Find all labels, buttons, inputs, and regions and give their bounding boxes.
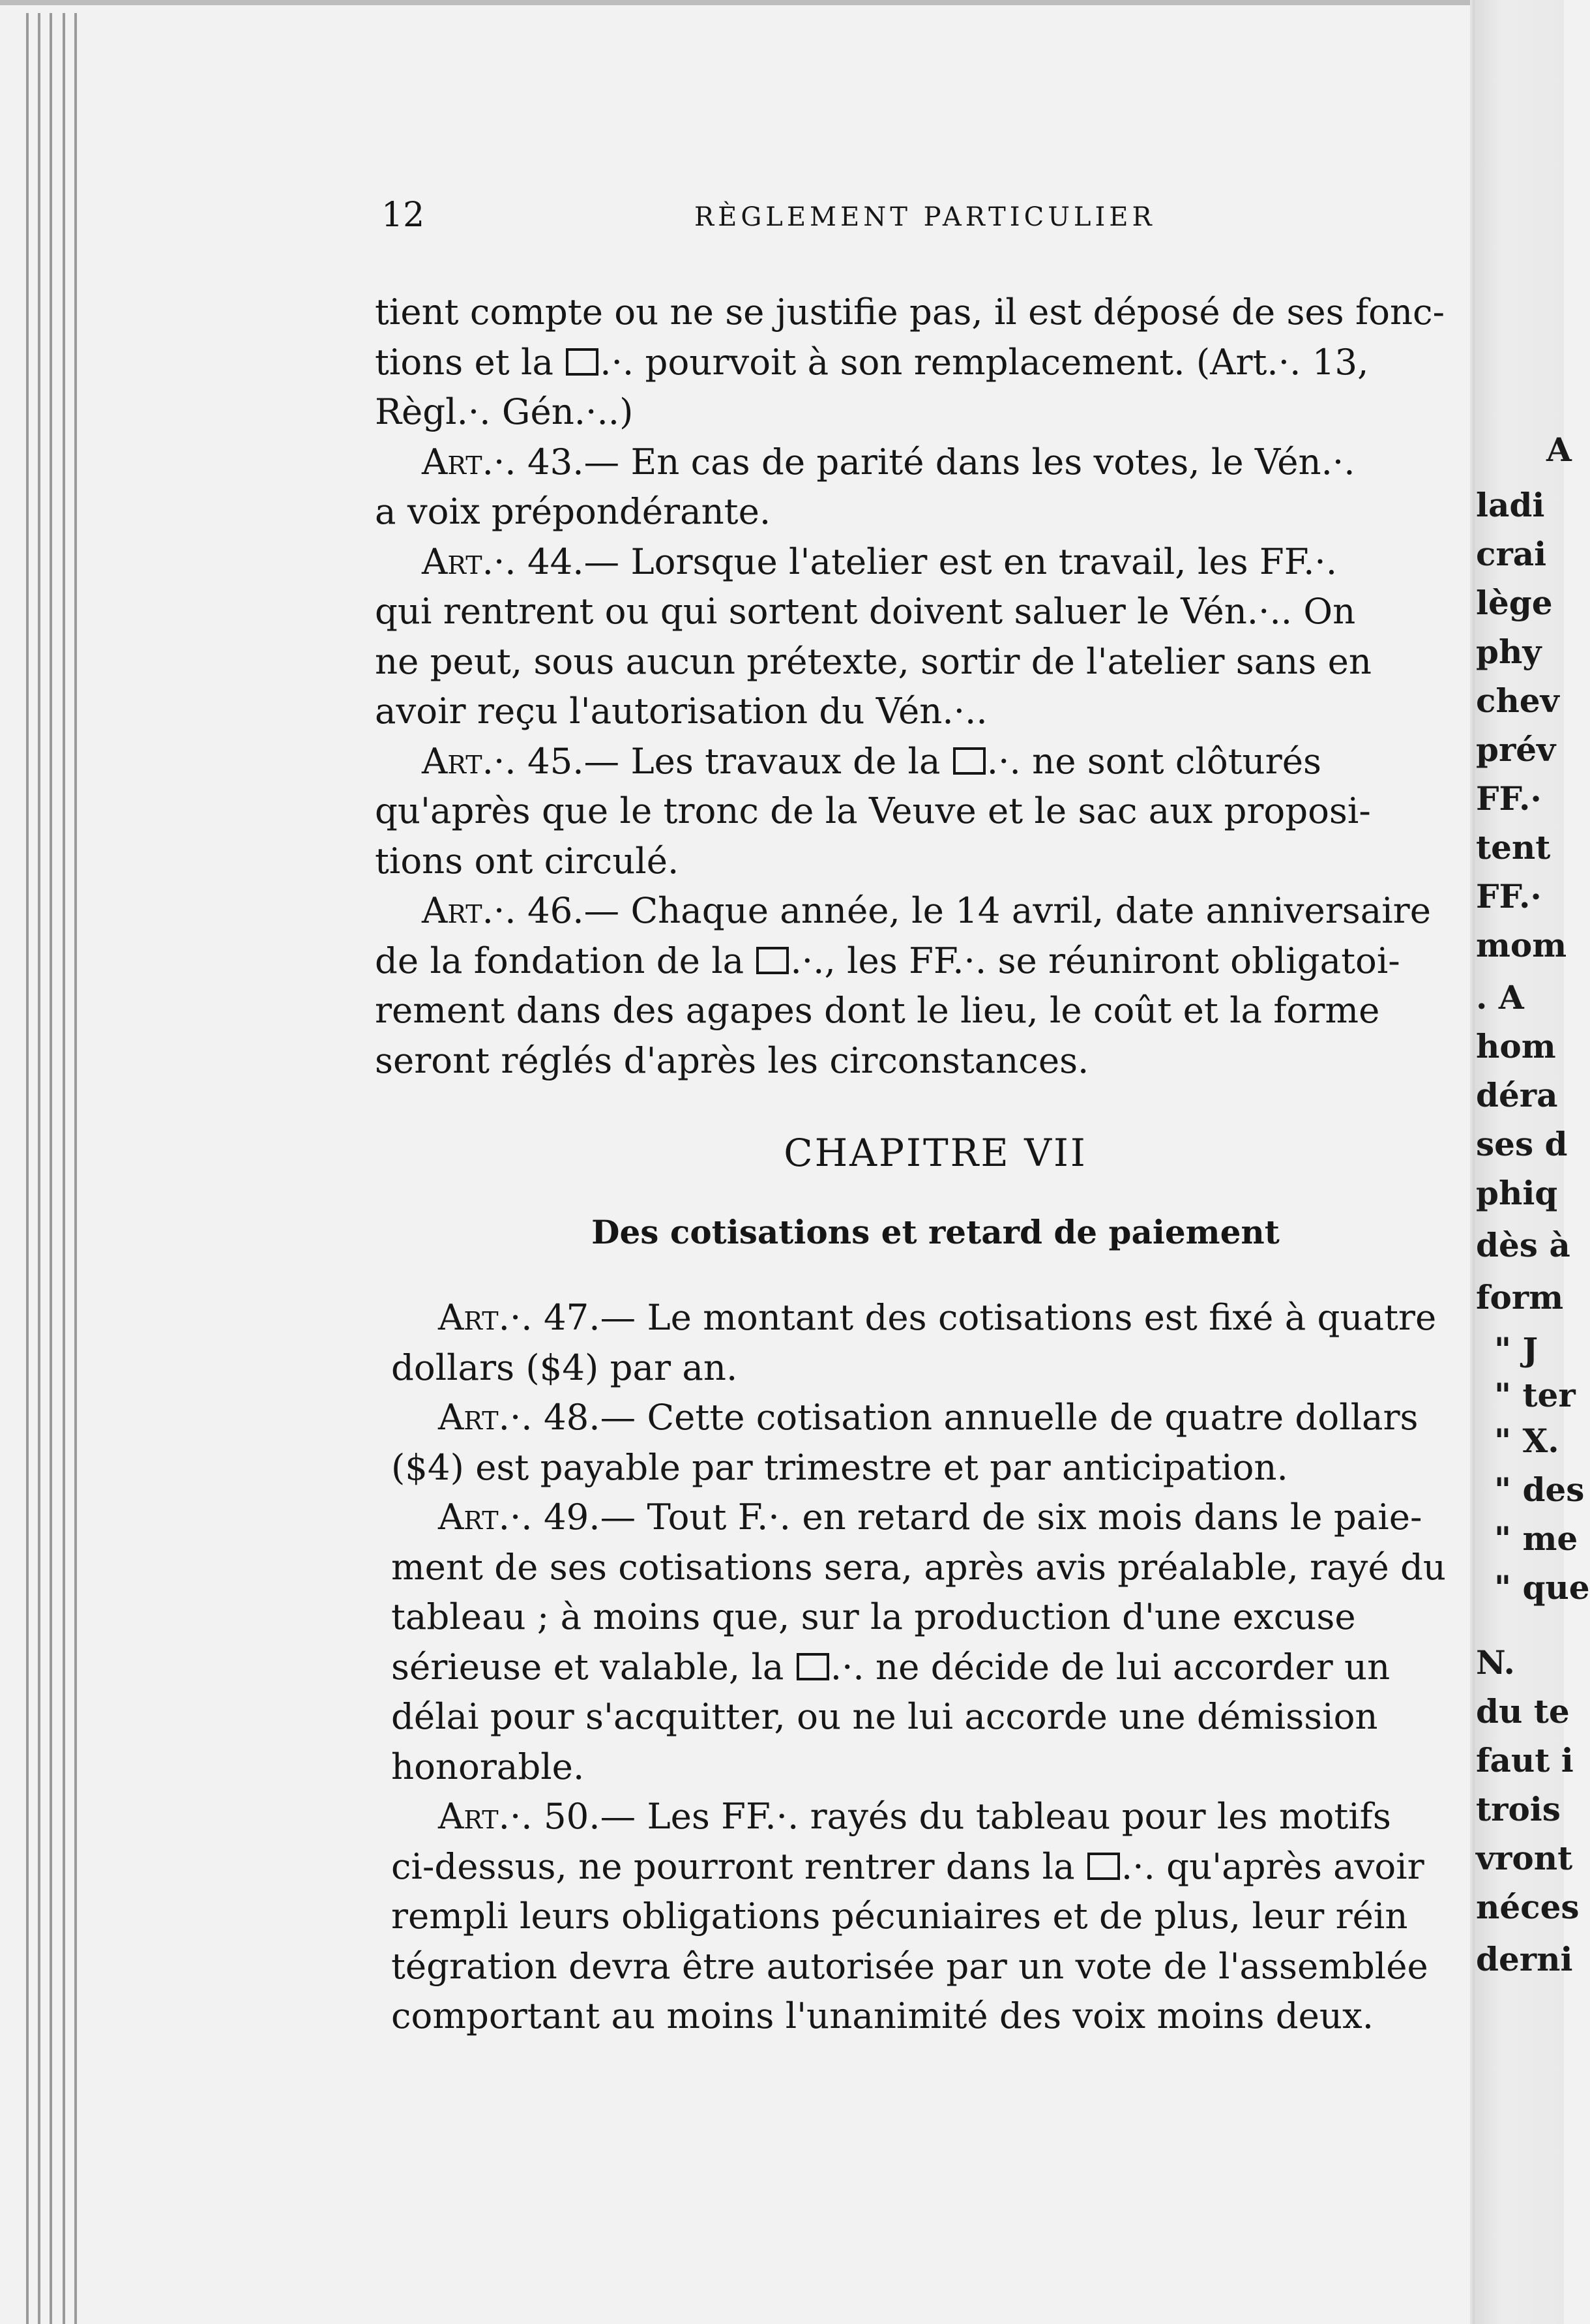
running-title: RÈGLEMENT PARTICULIER: [694, 202, 1156, 232]
lodge-symbol-icon: [797, 1653, 829, 1680]
text-fragment: .·. ne décide de lui accorder un: [830, 1645, 1391, 1688]
neighbour-page-fragment: déra: [1476, 1076, 1558, 1114]
neighbour-page-fragment: vront: [1476, 1839, 1573, 1877]
text-line: ment de ses cotisations sera, après avis préalable, rayé du: [391, 1545, 1447, 1588]
stacked-page-edges: [0, 0, 91, 2324]
article-label: Art.·. 46.: [422, 889, 584, 931]
neighbour-page-fragment: hom: [1476, 1027, 1556, 1065]
text-line: rement dans des agapes dont le lieu, le coût et la forme: [375, 989, 1380, 1031]
text-line: [391, 1642, 1480, 1692]
article-46: [375, 886, 1470, 1085]
neighbour-page-fragment: FF.·: [1476, 877, 1542, 916]
text-fragment: — Tout F.·. en retard de six mois dans le paie-: [600, 1496, 1422, 1538]
text-line: Règl.·. Gén.·..): [375, 391, 634, 432]
lodge-symbol-icon: [1087, 1853, 1120, 1880]
lodge-symbol-icon: [953, 747, 986, 775]
article-49: [391, 1492, 1480, 1791]
text-fragment: .·., les FF.·. se réuniront obligatoi-: [790, 939, 1400, 981]
neighbour-page-fragment: phy: [1476, 633, 1542, 671]
text-line: avoir reçu l'autorisation du Vén.·..: [375, 690, 988, 732]
article-44: [375, 537, 1470, 736]
chapter-articles: [391, 1292, 1480, 2041]
text-line: [375, 936, 1470, 986]
neighbour-page-fragment: " J: [1494, 1330, 1538, 1369]
neighbour-page-fragment: " me: [1494, 1519, 1578, 1558]
neighbour-page-fragment: N.: [1476, 1643, 1515, 1682]
neighbour-page-fragment: faut i: [1476, 1741, 1574, 1780]
neighbour-page-fragment: form: [1476, 1278, 1564, 1317]
text-line: comportant au moins l'unanimité des voix moins deux.: [391, 1995, 1374, 2036]
article-label: Art.·. 49.: [438, 1496, 600, 1538]
text-line: seront réglés d'après les circonstances.: [375, 1039, 1089, 1081]
text-line: délai pour s'acquitter, ou ne lui accorde une démission: [391, 1695, 1378, 1737]
text-fragment: de la fondation de la: [375, 939, 756, 981]
text-fragment: — Le montant des cotisations est fixé à quatre: [600, 1296, 1437, 1338]
neighbour-page-fragment: ses d: [1476, 1125, 1568, 1163]
article-label: Art.·. 47.: [438, 1296, 600, 1338]
page-edge-line: [74, 13, 77, 2324]
article-43: [375, 437, 1470, 537]
article-47: [391, 1292, 1480, 1392]
text-fragment: — Les travaux de la: [583, 739, 952, 782]
page-header: [375, 196, 1470, 248]
text-fragment: tions et la: [375, 340, 565, 383]
text-line: [375, 736, 1470, 786]
neighbour-page-fragment: A: [1546, 430, 1572, 469]
book-page: [375, 196, 1470, 1290]
text-line: [391, 1292, 1480, 1343]
paragraph-continuation: [375, 287, 1470, 437]
article-label: Art.·. 48.: [438, 1396, 600, 1438]
article-50: [391, 1791, 1480, 2041]
article-label: Art.·. 50.: [438, 1795, 600, 1837]
text-line: [375, 537, 1470, 587]
lodge-symbol-icon: [566, 348, 598, 376]
text-line: tions ont circulé.: [375, 839, 679, 882]
text-fragment: .·. ne sont clôturés: [986, 739, 1321, 782]
neighbour-page-fragment: . A: [1476, 978, 1524, 1017]
article-label: Art.·. 44.: [422, 540, 584, 582]
page-edge-line: [26, 13, 29, 2324]
neighbour-page-fragment: FF.·: [1476, 779, 1542, 818]
text-line: [375, 437, 1470, 487]
page-edge-line: [50, 13, 52, 2324]
article-label: Art.·. 43.: [422, 440, 584, 483]
article-48: [391, 1392, 1480, 1492]
text-fragment: .·. qu'après avoir: [1121, 1845, 1424, 1887]
text-fragment: — En cas de parité dans les votes, le Vén.·.: [583, 440, 1355, 483]
text-fragment: — Lorsque l'atelier est en travail, les FF.·.: [583, 540, 1338, 582]
text-line: honorable.: [391, 1745, 585, 1787]
neighbour-page-fragment: néces: [1476, 1888, 1580, 1926]
text-line: [391, 1791, 1480, 1841]
text-line: tableau ; à moins que, sur la production d'une excuse: [391, 1596, 1356, 1637]
neighbour-page-fragment: " des: [1494, 1470, 1585, 1509]
page-edge-line: [38, 13, 40, 2324]
text-line: qui rentrent ou qui sortent doivent saluer le Vén.·.. On: [375, 590, 1356, 632]
text-fragment: .·. pourvoit à son remplacement. (Art.·. 13,: [600, 340, 1369, 383]
text-line: tégration devra être autorisée par un vote de l'assemblée: [391, 1944, 1428, 1987]
neighbour-page-fragment: mom: [1476, 926, 1567, 964]
text-fragment: — Chaque année, le 14 avril, date anniversaire: [583, 889, 1431, 931]
text-line: [391, 1492, 1480, 1542]
text-line: [391, 1841, 1480, 1892]
text-fragment: ci-dessus, ne pourront rentrer dans la: [391, 1845, 1086, 1887]
text-line: a voix prépondérante.: [375, 490, 771, 532]
article-45: [375, 736, 1470, 886]
text-line: [391, 1392, 1480, 1442]
neighbour-page-fragment: derni: [1476, 1940, 1573, 1978]
text-line: qu'après que le tronc de la Veuve et le sac aux proposi-: [375, 790, 1371, 831]
text-fragment: — Cette cotisation annuelle de quatre dollars: [600, 1396, 1419, 1438]
text-line: [375, 337, 1470, 387]
text-line: [375, 886, 1470, 936]
chapter-subtitle: Des cotisations et retard de paiement: [591, 1213, 1280, 1251]
page-edge-line: [63, 13, 65, 2324]
text-line: tient compte ou ne se justifie pas, il est déposé de ses fonc-: [375, 291, 1445, 333]
neighbour-page-fragment: " que: [1494, 1568, 1590, 1607]
neighbour-page-fragment: ladi: [1476, 486, 1545, 524]
neighbour-page-fragment: phiq: [1476, 1174, 1558, 1212]
text-line: rempli leurs obligations pécuniaires et de plus, leur réin: [391, 1895, 1408, 1937]
lodge-symbol-icon: [756, 947, 789, 974]
top-edge: [0, 0, 1499, 5]
neighbour-page-fragment: dès à: [1476, 1226, 1570, 1264]
neighbour-page-fragment: trois: [1476, 1790, 1561, 1828]
neighbour-page-fragment: chev: [1476, 681, 1559, 720]
neighbour-page-fragment: du te: [1476, 1692, 1570, 1731]
text-fragment: — Les FF.·. rayés du tableau pour les motifs: [600, 1795, 1391, 1837]
text-line: dollars ($4) par an.: [391, 1346, 738, 1388]
text-line: ne peut, sous aucun prétexte, sortir de l'atelier sans en: [375, 640, 1372, 682]
text-line: ($4) est payable par trimestre et par anticipation.: [391, 1446, 1288, 1488]
text-fragment: sérieuse et valable, la: [391, 1645, 795, 1688]
chapter-title: CHAPITRE VII: [784, 1131, 1087, 1175]
neighbour-page-fragment: crai: [1476, 535, 1547, 573]
neighbour-page-fragment: lège: [1476, 584, 1553, 622]
neighbour-page-fragment: prév: [1476, 730, 1556, 769]
neighbour-page-fragment: " X.: [1494, 1422, 1559, 1460]
page-number: 12: [381, 196, 425, 235]
neighbour-page-fragment: " ter: [1494, 1376, 1576, 1414]
article-label: Art.·. 45.: [422, 739, 584, 782]
neighbour-page: [1475, 0, 1590, 2324]
neighbour-page-fragment: tent: [1476, 828, 1551, 867]
